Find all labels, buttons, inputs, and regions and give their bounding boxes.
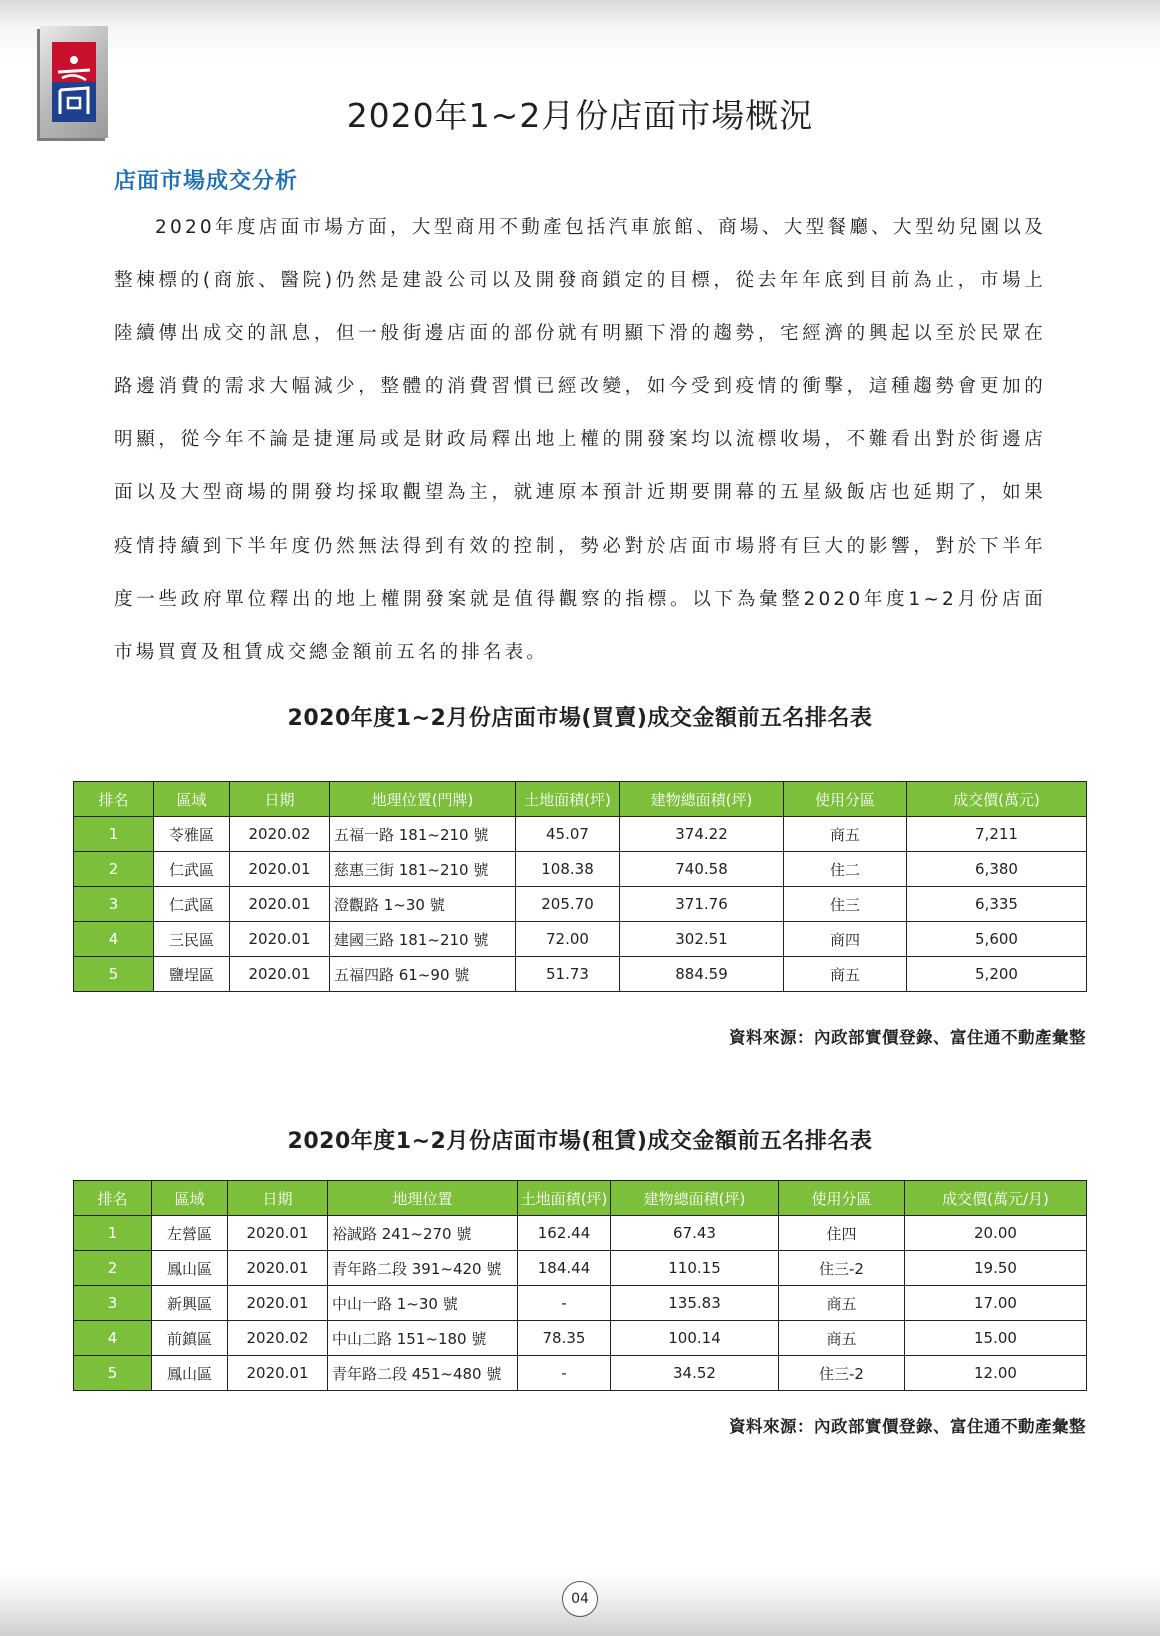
table-row [74, 1251, 1087, 1286]
header-location: 地理位置 [328, 1181, 518, 1216]
sale-table-body [74, 817, 1087, 992]
cell-price: 5,200 [907, 957, 1087, 992]
cell-price: 7,211 [907, 817, 1087, 852]
table-row [74, 922, 1087, 957]
cell-district: 新興區 [152, 1286, 228, 1321]
header-rank: 排名 [74, 1181, 152, 1216]
table-row [74, 1321, 1087, 1356]
cell-rank: 4 [74, 1321, 152, 1356]
cell-date: 2020.01 [228, 1216, 328, 1251]
page-number: 04 [562, 1581, 598, 1617]
cell-location: 青年路二段 391~420 號 [328, 1251, 518, 1286]
table-row [74, 957, 1087, 992]
cell-building-area: 302.51 [620, 922, 784, 957]
cell-zoning: 商五 [784, 957, 907, 992]
cell-date: 2020.02 [230, 817, 330, 852]
header-rank: 排名 [74, 782, 154, 817]
cell-date: 2020.01 [228, 1251, 328, 1286]
header-zoning: 使用分區 [784, 782, 907, 817]
cell-building-area: 67.43 [611, 1216, 779, 1251]
cell-building-area: 100.14 [611, 1321, 779, 1356]
cell-rank: 2 [74, 852, 154, 887]
cell-location: 五福四路 61~90 號 [330, 957, 516, 992]
cell-district: 仁武區 [154, 852, 230, 887]
cell-zoning: 商五 [784, 817, 907, 852]
cell-rank: 4 [74, 922, 154, 957]
top-decor-band [0, 0, 1160, 60]
rent-ranking-table [73, 1180, 1087, 1391]
table-header-row [74, 1181, 1087, 1216]
cell-date: 2020.01 [230, 922, 330, 957]
cell-date: 2020.01 [228, 1356, 328, 1391]
table-row [74, 1356, 1087, 1391]
cell-district: 鹽埕區 [154, 957, 230, 992]
cell-price: 12.00 [905, 1356, 1087, 1391]
analysis-paragraph: 2020年度店面市場方面，大型商用不動產包括汽車旅館、商場、大型餐廳、大型幼兒園以及整棟標的(商旅、醫院)仍然是建設公司以及開發商鎖定的目標，從去年年底到目前為止，市場上陸續傳出成交的訊息，但一般街邊店面的部份就有明顯下滑的趨勢，宅經濟的興起以至於民眾在路邊消費的需求大幅減少，整體的消費習慣已經改變，如今受到疫情的衝擊，這種趨勢會更加的明顯，從今年不論是捷運局或是財政局釋出地上權的開發案均以流標收場，不難看出對於街邊店面以及大型商場的開發均採取觀望為主，就連原本預計近期要開幕的五星級飯店也延期了，如果疫情持續到下半年度仍然無法得到有效的控制，勢必對於店面市場將有巨大的影響，對於下半年度一些政府單位釋出的地上權開發案就是值得觀察的指標。以下為彙整2020年度1~2月份店面市場買賣及租賃成交總金額前五名的排名表。 [114, 217, 1046, 663]
cell-district: 苓雅區 [154, 817, 230, 852]
cell-zoning: 商四 [784, 922, 907, 957]
cell-district: 三民區 [154, 922, 230, 957]
header-location: 地理位置(門牌) [330, 782, 516, 817]
cell-zoning: 商五 [779, 1286, 905, 1321]
cell-land-area: 72.00 [516, 922, 620, 957]
cell-price: 17.00 [905, 1286, 1087, 1321]
header-date: 日期 [230, 782, 330, 817]
cell-land-area: 51.73 [516, 957, 620, 992]
cell-location: 裕誠路 241~270 號 [328, 1216, 518, 1251]
cell-zoning: 住三-2 [779, 1251, 905, 1286]
cell-district: 左營區 [152, 1216, 228, 1251]
cell-zoning: 住三-2 [779, 1356, 905, 1391]
cell-date: 2020.01 [230, 852, 330, 887]
header-price: 成交價(萬元/月) [905, 1181, 1087, 1216]
rent-table-body [74, 1216, 1087, 1391]
cell-location: 五福一路 181~210 號 [330, 817, 516, 852]
cell-price: 6,335 [907, 887, 1087, 922]
cell-price: 20.00 [905, 1216, 1087, 1251]
cell-building-area: 34.52 [611, 1356, 779, 1391]
cell-district: 鳳山區 [152, 1251, 228, 1286]
table-row [74, 852, 1087, 887]
cell-district: 仁武區 [154, 887, 230, 922]
cell-price: 5,600 [907, 922, 1087, 957]
cell-building-area: 135.83 [611, 1286, 779, 1321]
header-building-area: 建物總面積(坪) [620, 782, 784, 817]
cell-rank: 3 [74, 887, 154, 922]
header-date: 日期 [228, 1181, 328, 1216]
cell-price: 15.00 [905, 1321, 1087, 1356]
section-heading: 店面市場成交分析 [114, 169, 299, 194]
cell-date: 2020.02 [228, 1321, 328, 1356]
cell-location: 澄觀路 1~30 號 [330, 887, 516, 922]
cell-rank: 3 [74, 1286, 152, 1321]
cell-location: 中山二路 151~180 號 [328, 1321, 518, 1356]
cell-building-area: 374.22 [620, 817, 784, 852]
cell-land-area: - [518, 1356, 611, 1391]
cell-price: 19.50 [905, 1251, 1087, 1286]
cell-district: 鳳山區 [152, 1356, 228, 1391]
header-land-area: 土地面積(坪) [516, 782, 620, 817]
cell-land-area: 78.35 [518, 1321, 611, 1356]
cell-location: 中山一路 1~30 號 [328, 1286, 518, 1321]
header-building-area: 建物總面積(坪) [611, 1181, 779, 1216]
header-district: 區域 [152, 1181, 228, 1216]
page-title: 2020年1~2月份店面市場概況 [346, 96, 814, 135]
cell-date: 2020.01 [230, 887, 330, 922]
cell-building-area: 884.59 [620, 957, 784, 992]
header-zoning: 使用分區 [779, 1181, 905, 1216]
cell-date: 2020.01 [228, 1286, 328, 1321]
table-row [74, 817, 1087, 852]
header-price: 成交價(萬元) [907, 782, 1087, 817]
cell-rank: 5 [74, 1356, 152, 1391]
cell-building-area: 740.58 [620, 852, 784, 887]
cell-location: 青年路二段 451~480 號 [328, 1356, 518, 1391]
header-district: 區域 [154, 782, 230, 817]
sale-source-note: 資料來源：內政部實價登錄、富住通不動產彙整 [729, 1028, 1086, 1047]
sale-ranking-table [73, 781, 1087, 992]
rent-table-title: 2020年度1~2月份店面市場(租賃)成交金額前五名排名表 [287, 1129, 873, 1154]
cell-land-area: 45.07 [516, 817, 620, 852]
table-row [74, 887, 1087, 922]
cell-rank: 1 [74, 817, 154, 852]
cell-land-area: 162.44 [518, 1216, 611, 1251]
sale-table-title: 2020年度1~2月份店面市場(買賣)成交金額前五名排名表 [287, 706, 873, 731]
rent-source-note: 資料來源：內政部實價登錄、富住通不動產彙整 [729, 1417, 1086, 1436]
header-land-area: 土地面積(坪) [518, 1181, 611, 1216]
table-header-row [74, 782, 1087, 817]
cell-rank: 5 [74, 957, 154, 992]
cell-building-area: 371.76 [620, 887, 784, 922]
cell-land-area: - [518, 1286, 611, 1321]
cell-zoning: 住二 [784, 852, 907, 887]
cell-land-area: 108.38 [516, 852, 620, 887]
cell-location: 慈惠三街 181~210 號 [330, 852, 516, 887]
table-row [74, 1216, 1087, 1251]
cell-zoning: 住四 [779, 1216, 905, 1251]
cell-land-area: 184.44 [518, 1251, 611, 1286]
cell-rank: 1 [74, 1216, 152, 1251]
cell-district: 前鎮區 [152, 1321, 228, 1356]
cell-zoning: 商五 [779, 1321, 905, 1356]
table-row [74, 1286, 1087, 1321]
cell-zoning: 住三 [784, 887, 907, 922]
cell-date: 2020.01 [230, 957, 330, 992]
cell-price: 6,380 [907, 852, 1087, 887]
cell-location: 建國三路 181~210 號 [330, 922, 516, 957]
cell-rank: 2 [74, 1251, 152, 1286]
cell-building-area: 110.15 [611, 1251, 779, 1286]
cell-land-area: 205.70 [516, 887, 620, 922]
